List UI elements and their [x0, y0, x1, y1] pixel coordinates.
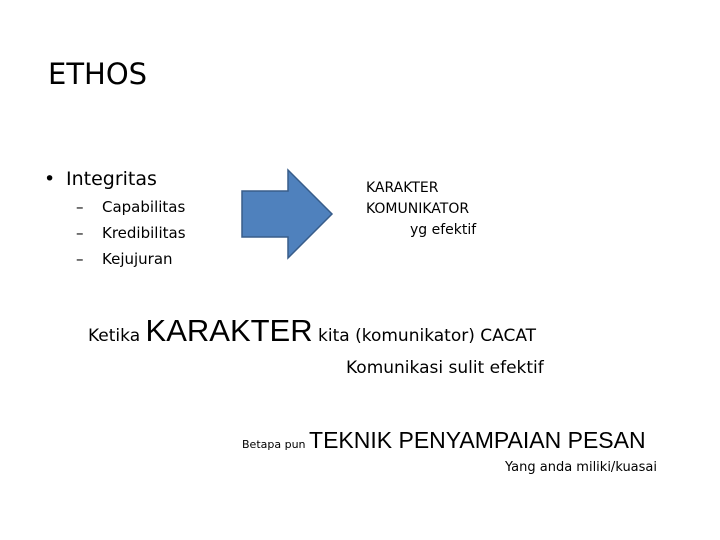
sub-item-label: Kredibilitas — [102, 224, 186, 242]
sub-item-label: Capabilitas — [102, 198, 186, 216]
sub-item-capabilitas — [76, 194, 185, 220]
right-arrow-icon — [240, 168, 334, 260]
betapa-prefix: Betapa pun — [242, 438, 306, 451]
dash-marker: – — [76, 250, 84, 268]
komunikator-line: KOMUNIKATOR — [366, 201, 470, 217]
ketika-prefix: Ketika — [88, 326, 141, 346]
dash-marker: – — [76, 198, 84, 216]
komunikasi-line: Komunikasi sulit efektif — [346, 358, 544, 378]
karakter-komunikator-text — [366, 178, 476, 241]
ketika-suffix: kita (komunikator) CACAT — [318, 326, 537, 346]
teknik-emphasis: TEKNIK PENYAMPAIAN PESAN — [309, 427, 646, 453]
yang-anda-line: Yang anda miliki/kuasai — [505, 460, 658, 475]
bullet-label: Integritas — [66, 168, 157, 190]
komunikator-line: KARAKTER — [366, 180, 439, 196]
dash-marker: – — [76, 224, 84, 242]
bullet-marker: • — [44, 168, 56, 190]
sub-item-kredibilitas — [76, 220, 186, 246]
sub-item-kejujuran — [76, 246, 173, 272]
sub-item-label: Kejujuran — [102, 250, 173, 268]
slide-title: ETHOS — [48, 57, 148, 91]
bullet-integritas — [44, 166, 157, 192]
betapa-pun-line — [242, 424, 646, 461]
arrow-shape — [242, 170, 332, 258]
karakter-emphasis: KARAKTER — [145, 313, 313, 348]
komunikator-line: yg efektif — [410, 222, 477, 238]
ketika-karakter-line — [88, 312, 536, 355]
